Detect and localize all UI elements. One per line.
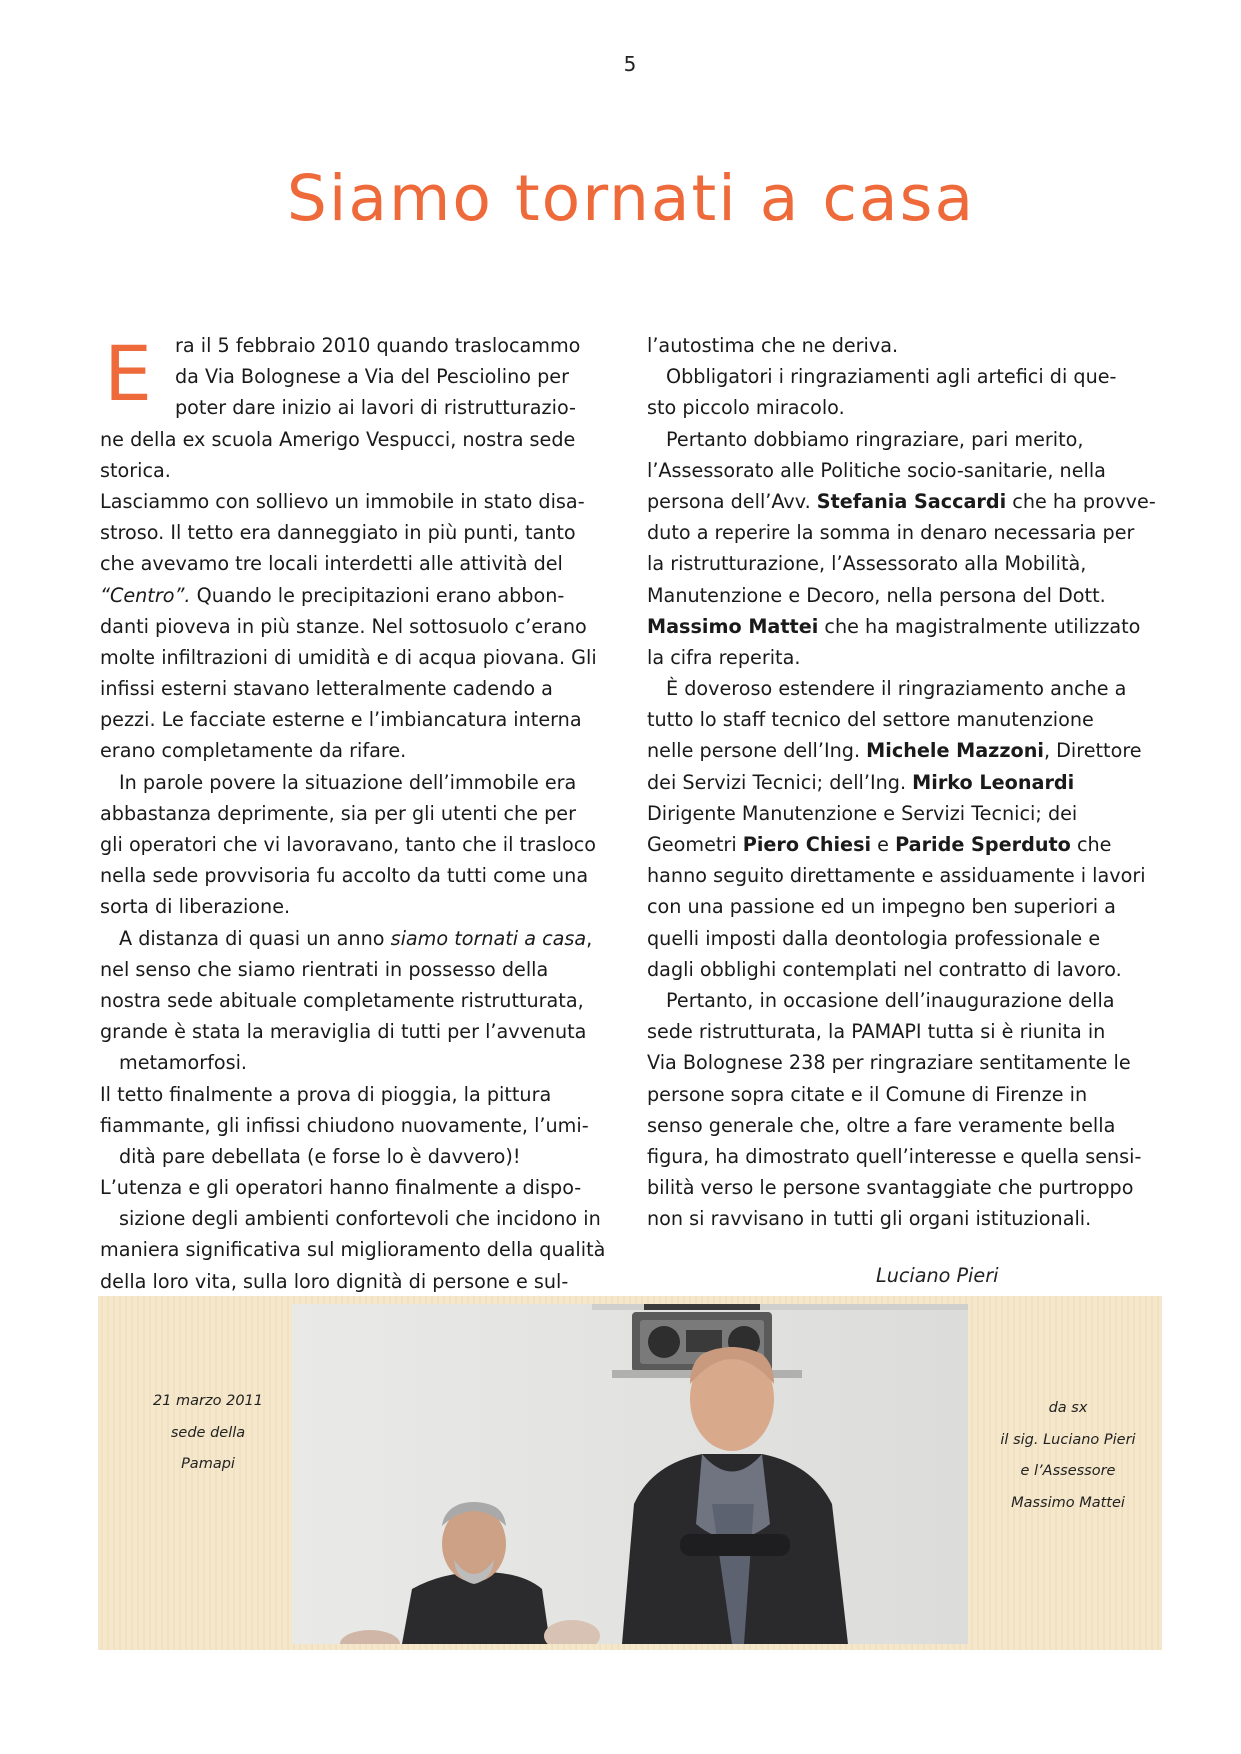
text-segment: Manutenzione e Decoro, nella persona del Dott. — [647, 583, 1106, 607]
text-segment: nostra sede abituale completamente ristrutturata, — [100, 988, 584, 1012]
text-line — [100, 735, 630, 766]
text-segment: ra il 5 febbraio 2010 quando traslocammo — [175, 334, 581, 357]
text-segment: infissi esterni stavano letteralmente cadendo a — [100, 677, 553, 701]
text-segment: della loro vita, sulla loro dignità di persone e sul- — [100, 1269, 569, 1293]
text-segment: siamo tornati a casa — [390, 926, 587, 950]
article-column-right — [647, 330, 1177, 1234]
text-segment: dei Servizi Tecnici; dell’Ing. — [647, 770, 913, 794]
photo-caption-left — [138, 1386, 278, 1481]
text-segment: non si ravvisano in tutti gli organi istituzionali. — [647, 1207, 1092, 1231]
text-segment: persone sopra citate e il Comune di Firenze in — [647, 1082, 1088, 1106]
text-segment: metamorfosi. — [119, 1051, 248, 1075]
text-segment: È doveroso estendere il ringraziamento anche a — [666, 677, 1127, 701]
text-segment: nelle persone dell’Ing. — [647, 739, 867, 763]
text-segment: sede ristrutturata, la PAMAPI tutta si è riunita in — [647, 1020, 1106, 1044]
text-segment: molte infiltrazioni di umidità e di acqua piovana. Gli — [100, 645, 597, 669]
text-segment: con una passione ed un impegno ben superiori a — [647, 895, 1116, 919]
text-segment: storica. — [100, 458, 171, 482]
person-name: Mirko Leonardi — [912, 770, 1075, 794]
text-line — [100, 642, 630, 673]
text-segment: figura, ha dimostrato quell’interesse e quella sensi- — [647, 1144, 1142, 1168]
text-segment: ne della ex scuola Amerigo Vespucci, nostra sede — [100, 427, 576, 451]
text-line — [100, 611, 630, 642]
text-line — [647, 392, 1177, 423]
text-segment: poter dare inizio ai lavori di ristrutturazio- — [175, 396, 576, 420]
text-segment: nella sede provvisoria fu accolto da tutti come una — [100, 864, 589, 888]
text-segment: che ha magistralmente utilizzato — [818, 614, 1141, 638]
text-line — [100, 923, 630, 954]
text-segment: maniera significativa sul miglioramento della qualità — [100, 1238, 606, 1262]
article-title: Siamo tornati a casa — [286, 162, 976, 235]
text-segment: da Via Bolognese a Via del Pesciolino per — [175, 365, 569, 389]
text-segment: senso generale che, oltre a fare veramente bella — [647, 1113, 1116, 1137]
caption-line: e l’Assessore — [1020, 1463, 1116, 1479]
text-line — [100, 1234, 630, 1265]
photo-caption-right — [978, 1393, 1158, 1519]
text-line — [647, 611, 1177, 642]
text-line — [647, 330, 1177, 361]
text-line — [100, 673, 630, 704]
text-segment: la cifra reperita. — [647, 645, 801, 669]
text-segment: dagli obblighi contemplati nel contratto di lavoro. — [647, 957, 1122, 981]
text-line — [647, 860, 1177, 891]
text-line — [647, 486, 1177, 517]
person-name: Stefania Saccardi — [816, 489, 1007, 513]
text-segment: In parole povere la situazione dell’immobile era — [119, 770, 577, 794]
text-line — [100, 1141, 630, 1172]
text-segment: abbastanza deprimente, sia per gli utenti che per — [100, 801, 576, 825]
text-segment: Pertanto, in occasione dell’inaugurazione della — [666, 988, 1115, 1012]
text-segment: fiammante, gli infissi chiudono nuovamente, l’umi- — [100, 1113, 589, 1137]
text-segment: che avevamo tre locali interdetti alle attività del — [100, 552, 563, 576]
person-name: Paride Sperduto — [895, 833, 1071, 856]
text-segment: nel senso che siamo rientrati in possesso della — [100, 957, 549, 981]
text-segment: gli operatori che vi lavoravano, tanto che il trasloco — [100, 833, 597, 856]
text-line — [100, 455, 630, 486]
caption-line: da sx — [1048, 1400, 1088, 1416]
text-segment: danti pioveva in più stanze. Nel sottosuolo c’erano — [100, 614, 587, 638]
text-segment: Lasciammo con sollievo un immobile in stato disa- — [100, 489, 585, 513]
text-segment: Quando le precipitazioni erano abbon- — [190, 583, 565, 607]
caption-line: 21 marzo 2011 — [152, 1393, 264, 1409]
article-column-left — [100, 330, 630, 1297]
person-name: Massimo Mattei — [647, 614, 819, 638]
text-line — [647, 735, 1177, 766]
text-line — [647, 1203, 1177, 1234]
text-segment: Il tetto finalmente a prova di pioggia, la pittura — [100, 1082, 552, 1106]
text-line — [100, 954, 630, 985]
text-segment: che ha provve- — [1006, 489, 1156, 513]
photo-band — [98, 1296, 1162, 1650]
text-line — [647, 455, 1177, 486]
text-line — [647, 985, 1177, 1016]
caption-line: Pamapi — [181, 1456, 235, 1472]
text-line — [647, 891, 1177, 922]
text-line — [100, 1079, 630, 1110]
text-line — [100, 860, 630, 891]
text-line — [647, 580, 1177, 611]
article-signature: Luciano Pieri — [876, 1264, 999, 1287]
text-line — [100, 767, 630, 798]
text-segment: Dirigente Manutenzione e Servizi Tecnici; dei — [647, 801, 1078, 825]
text-segment: Pertanto dobbiamo ringraziare, pari merito, — [666, 427, 1084, 451]
text-line — [647, 767, 1177, 798]
page-number: 5 — [623, 52, 637, 76]
text-segment: quelli imposti dalla deontologia professionale e — [647, 926, 1101, 950]
text-segment: “Centro”. — [100, 583, 191, 607]
text-line — [100, 1172, 630, 1203]
text-segment: Geometri — [647, 833, 743, 856]
caption-line: Massimo Mattei — [1011, 1494, 1125, 1511]
text-segment: sorta di liberazione. — [100, 895, 291, 919]
text-line — [100, 985, 630, 1016]
text-segment: bilità verso le persone svantaggiate che purtroppo — [647, 1176, 1134, 1200]
text-line — [647, 642, 1177, 673]
text-line — [100, 1047, 630, 1078]
caption-line: il sig. Luciano Pieri — [1000, 1431, 1136, 1448]
text-segment: pezzi. Le facciate esterne e l’imbiancatura interna — [100, 708, 582, 732]
text-line — [647, 1172, 1177, 1203]
text-line — [100, 486, 630, 517]
text-segment: erano completamente da rifare. — [100, 739, 407, 763]
text-segment: Obbligatori i ringraziamenti agli artefici di que- — [666, 365, 1117, 389]
event-photo — [292, 1304, 968, 1644]
text-segment: persona dell’Avv. — [647, 489, 817, 513]
drop-cap: E — [104, 329, 153, 418]
text-line — [647, 1047, 1177, 1078]
text-line — [100, 424, 630, 455]
text-line — [100, 704, 630, 735]
text-segment: A distanza di quasi un anno — [119, 926, 391, 950]
text-line — [647, 829, 1177, 860]
text-line — [100, 1266, 630, 1297]
text-line — [100, 891, 630, 922]
text-line — [647, 424, 1177, 455]
text-line — [100, 1203, 630, 1234]
text-line — [100, 1110, 630, 1141]
caption-line: sede della — [170, 1424, 246, 1441]
text-segment: l’autostima che ne deriva. — [647, 334, 899, 357]
text-segment: dità pare debellata (e forse lo è davvero)! — [119, 1144, 521, 1168]
text-line — [100, 392, 630, 423]
text-segment: tutto lo staff tecnico del settore manutenzione — [647, 708, 1094, 732]
text-line — [100, 798, 630, 829]
text-line — [647, 361, 1177, 392]
text-line — [647, 548, 1177, 579]
text-line — [100, 548, 630, 579]
text-segment: sto piccolo miracolo. — [647, 396, 845, 420]
text-line — [100, 1016, 630, 1047]
text-segment: la ristrutturazione, l’Assessorato alla Mobilità, — [647, 552, 1087, 576]
text-segment: sizione degli ambienti confortevoli che incidono in — [119, 1207, 601, 1231]
person-name: Piero Chiesi — [742, 833, 872, 856]
text-segment: l’Assessorato alle Politiche socio-sanitarie, nella — [647, 458, 1106, 482]
text-line — [647, 1141, 1177, 1172]
text-segment: , — [586, 926, 593, 950]
text-line — [647, 517, 1177, 548]
text-segment: L’utenza e gli operatori hanno finalmente a dispo- — [100, 1176, 582, 1200]
text-line — [647, 1079, 1177, 1110]
text-line — [100, 829, 630, 860]
text-segment: , Direttore — [1043, 739, 1142, 763]
person-name: Michele Mazzoni — [866, 739, 1044, 763]
text-line — [100, 517, 630, 548]
text-line — [100, 361, 630, 392]
text-line — [647, 673, 1177, 704]
text-line — [100, 580, 630, 611]
text-line — [647, 704, 1177, 735]
text-segment: grande è stata la meraviglia di tutti per l’avvenuta — [100, 1020, 587, 1044]
text-line — [647, 1110, 1177, 1141]
text-segment: hanno seguito direttamente e assiduamente i lavori — [647, 864, 1146, 888]
text-line — [647, 798, 1177, 829]
text-segment: duto a reperire la somma in denaro necessaria per — [647, 521, 1135, 545]
text-line — [647, 954, 1177, 985]
text-line — [647, 1016, 1177, 1047]
text-segment: Via Bolognese 238 per ringraziare sentitamente le — [647, 1051, 1131, 1075]
text-line — [647, 923, 1177, 954]
text-segment: stroso. Il tetto era danneggiato in più punti, tanto — [100, 521, 576, 545]
text-line — [100, 330, 630, 361]
text-segment: e — [871, 833, 896, 856]
text-segment: che — [1070, 833, 1112, 856]
